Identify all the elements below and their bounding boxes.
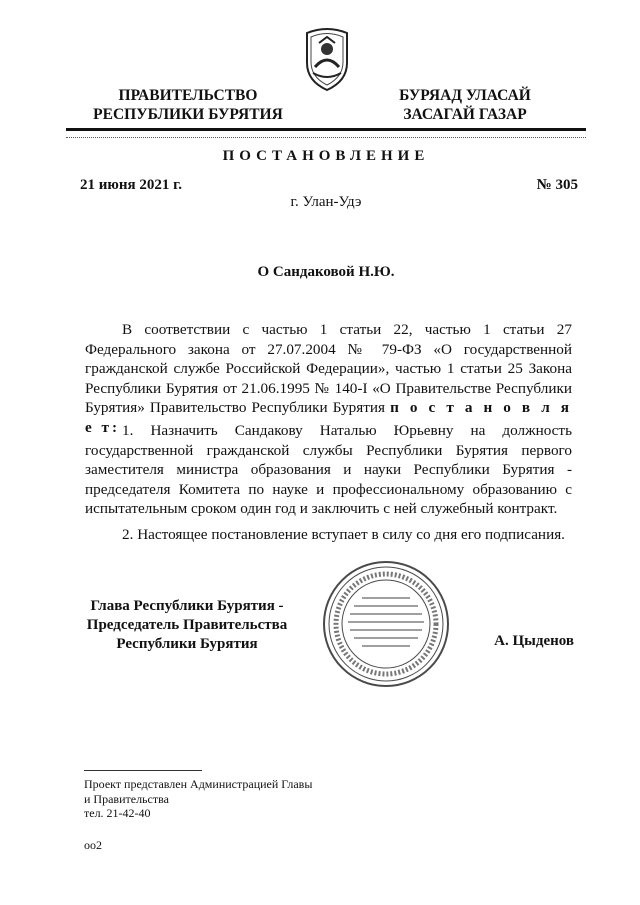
document-number: № 305: [536, 177, 578, 193]
government-name-buryat: [385, 86, 545, 124]
official-seal-icon: [320, 558, 452, 690]
footer-line1: Проект представлен Администрацией Главы: [84, 777, 313, 791]
footer-rule: [84, 770, 202, 771]
signatory-line1: Глава Республики Бурятия -: [90, 598, 284, 614]
header-dotted-divider: [66, 137, 586, 138]
clause-1-paragraph: [85, 421, 572, 519]
preamble-paragraph: [85, 320, 572, 437]
document-city: г. Улан-Удэ: [290, 194, 362, 210]
government-name-russian: [80, 86, 296, 124]
header-right-line1: БУРЯАД УЛАСАЙ: [399, 87, 531, 104]
document-title: ПОСТАНОВЛЕНИЕ: [222, 148, 430, 164]
header-left-line2: РЕСПУБЛИКИ БУРЯТИЯ: [93, 106, 283, 123]
coat-of-arms-icon: [301, 23, 353, 93]
footer-line2: и Правительства: [84, 791, 169, 806]
signatory-line3: Республики Бурятия: [116, 636, 258, 652]
signatory-line2: Председатель Правительства: [86, 617, 288, 633]
clause-2-paragraph: [85, 525, 572, 545]
signatory-name: А. Цыденов: [494, 633, 574, 649]
clause-2-text: 2. Настоящее постановление вступает в силу со дня его подписания.: [122, 526, 565, 543]
preamble-text: В соответствии с частью 1 статьи 22, частью 1 статьи 27 Федерального закона от 27.07.2004 № 79-ФЗ «О государственной гражданской службе Российской Федерации», частью 1 статьи 25 Закона Республики Бурятия от 21.06.1995 № 140-I «О Правительстве Республики Бурятия» Правительство Республики Бурятия: [85, 321, 572, 416]
footer-note: [84, 777, 312, 821]
document-date: 21 июня 2021 г.: [80, 177, 182, 193]
document-code: оо2: [84, 838, 102, 852]
resolves-word: п о с т а н о в л я е т:: [85, 399, 572, 436]
footer-line3: тел. 21-42-40: [84, 806, 151, 820]
signatory-title: [72, 597, 302, 654]
header-right-line2: ЗАСАГАЙ ГАЗАР: [403, 106, 527, 123]
header-divider: [66, 128, 586, 131]
document-subject: О Сандаковой Н.Ю.: [257, 264, 395, 280]
header-left-line1: ПРАВИТЕЛЬСТВО: [118, 87, 258, 104]
clause-1-text: 1. Назначить Сандакову Наталью Юрьевну на должность государственной гражданской службы Республики Бурятия первого заместителя министра образования и науки Республики Бурятия - председателя Комитета по науке и профессиональному образованию с испытательным сроком один год и заключить с ней служебный контракт.: [85, 422, 572, 517]
